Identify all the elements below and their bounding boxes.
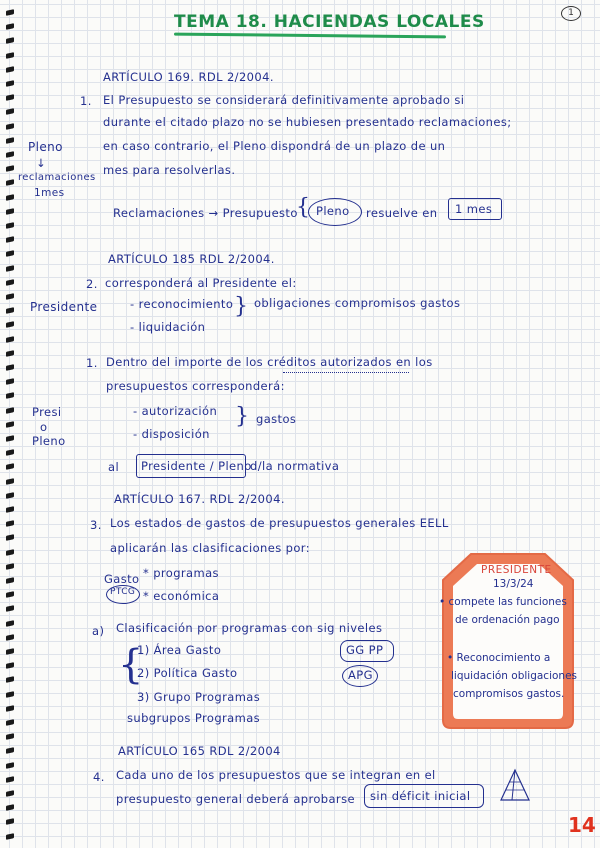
- creditos-underline: [283, 368, 409, 373]
- binding-hole: [6, 464, 14, 471]
- binding-hole: [6, 251, 14, 258]
- binding-hole: [6, 563, 14, 570]
- art185-brace-text: obligaciones compromisos gastos: [254, 296, 461, 310]
- art167-item-1: * programas: [143, 566, 219, 580]
- art169-line-1: El Presupuesto se considerará definitivamente aprobado si: [103, 93, 465, 107]
- binding-hole: [6, 776, 14, 783]
- binding-hole: [6, 208, 14, 215]
- art167-line-2: aplicarán las clasificaciones por:: [110, 541, 310, 555]
- binding-hole: [6, 478, 14, 485]
- binding-hole: [6, 293, 14, 300]
- binding-hole: [6, 648, 14, 655]
- binding-hole: [6, 762, 14, 769]
- art165-heading: ARTÍCULO 165 RDL 2/2004: [118, 744, 281, 758]
- binding-hole: [6, 94, 14, 101]
- binding-hole: [6, 719, 14, 726]
- level-1: 1) Área Gasto: [137, 643, 222, 657]
- sticky-note: [433, 548, 583, 732]
- art167-num: 3.: [90, 518, 102, 532]
- art185-heading: ARTÍCULO 185 RDL 2/2004.: [108, 252, 275, 266]
- diagram-brace: {: [296, 195, 310, 220]
- art167-ptcg: PTCG: [110, 587, 136, 597]
- margin-reclamaciones: reclamaciones: [18, 172, 96, 183]
- binding-hole: [6, 38, 14, 45]
- margin-pleno: Pleno: [28, 140, 63, 154]
- apg: APG: [348, 668, 373, 682]
- art185b-item-2: - disposición: [133, 427, 210, 441]
- margin-o: o: [40, 420, 48, 434]
- binding-hole: [6, 677, 14, 684]
- margin-pleno-2: Pleno: [32, 434, 66, 448]
- page-number: 14: [568, 813, 596, 837]
- binding-hole: [6, 80, 14, 87]
- art169-num: 1.: [80, 94, 92, 108]
- art185-item-2: - liquidación: [130, 320, 206, 334]
- gg-pp: GG PP: [346, 643, 384, 657]
- note-line-1: • compete las funciones: [439, 596, 567, 608]
- binding-hole: [6, 222, 14, 229]
- binding-hole: [6, 790, 14, 797]
- binding-hole: [6, 165, 14, 172]
- binding-hole: [6, 151, 14, 158]
- diagram-mid: resuelve en: [366, 206, 438, 220]
- art185b-num: 1.: [86, 356, 98, 370]
- binding-hole: [6, 137, 14, 144]
- art185b-brace-text: gastos: [256, 412, 297, 426]
- art185-brace: }: [234, 294, 248, 319]
- binding-hole: [6, 449, 14, 456]
- spiral-binding: [0, 0, 22, 848]
- art185-item-1: - reconocimiento: [130, 297, 234, 311]
- margin-presidente: Presidente: [30, 300, 98, 314]
- binding-hole: [6, 350, 14, 357]
- art165-line-2: presupuesto general deberá aprobarse: [116, 792, 355, 806]
- binding-hole: [6, 307, 14, 314]
- art167-gasto: Gasto: [104, 572, 140, 586]
- binding-hole: [6, 435, 14, 442]
- binding-hole: [6, 194, 14, 201]
- binding-hole: [6, 66, 14, 73]
- pyramid-doodle: [498, 768, 532, 804]
- art185-num: 2.: [86, 277, 98, 291]
- margin-presi: Presi: [32, 405, 62, 419]
- binding-hole: [6, 279, 14, 286]
- art185b-line-2: presupuestos corresponderá:: [106, 379, 285, 393]
- binding-hole: [6, 407, 14, 414]
- binding-hole: [6, 535, 14, 542]
- art169-line-3: en caso contrario, el Pleno dispondrá de un plazo de un: [103, 139, 446, 153]
- binding-hole: [6, 109, 14, 116]
- art169-heading: ARTÍCULO 169. RDL 2/2004.: [103, 70, 274, 84]
- binding-hole: [6, 265, 14, 272]
- binding-hole: [6, 662, 14, 669]
- binding-hole: [6, 804, 14, 811]
- note-line-5: compromisos gastos.: [453, 688, 565, 700]
- binding-hole: [6, 833, 14, 840]
- note-title: PRESIDENTE: [481, 564, 552, 576]
- note-line-2: de ordenación pago: [455, 614, 560, 626]
- note-date: 13/3/24: [493, 578, 534, 590]
- levels-brace: {: [118, 642, 144, 688]
- level-3: 3) Grupo Programas: [137, 690, 261, 704]
- binding-hole: [6, 364, 14, 371]
- binding-hole: [6, 691, 14, 698]
- binding-hole: [6, 549, 14, 556]
- art169-line-4: mes para resolverlas.: [103, 163, 236, 177]
- art169-diagram-left: Reclamaciones → Presupuesto: [113, 206, 298, 220]
- binding-hole: [6, 123, 14, 130]
- binding-hole: [6, 620, 14, 627]
- binding-hole: [6, 506, 14, 513]
- diagram-box-text: 1 mes: [455, 202, 493, 216]
- binding-hole: [6, 9, 14, 16]
- note-line-3: • Reconocimiento a: [447, 652, 551, 664]
- art185b-al: al: [108, 460, 120, 474]
- art167-line-1: Los estados de gastos de presupuestos generales EELL: [110, 516, 449, 530]
- binding-hole: [6, 236, 14, 243]
- diagram-pleno: Pleno: [316, 204, 350, 218]
- binding-hole: [6, 378, 14, 385]
- page-title: TEMA 18. HACIENDAS LOCALES: [174, 12, 485, 32]
- margin-one-month: 1mes: [34, 187, 65, 199]
- subgroup: subgrupos Programas: [127, 711, 261, 725]
- title-underline: [174, 33, 446, 39]
- art185b-line-1: Dentro del importe de los créditos autorizados en los: [106, 355, 433, 369]
- art185-line-1: corresponderá al Presidente el:: [105, 276, 297, 290]
- note-line-4: liquidación obligaciones: [451, 670, 577, 682]
- binding-hole: [6, 180, 14, 187]
- art165-box-text: sin déficit inicial: [370, 789, 471, 803]
- binding-hole: [6, 23, 14, 30]
- margin-arrow: ↓: [36, 156, 47, 170]
- binding-hole: [6, 819, 14, 826]
- binding-hole: [6, 748, 14, 755]
- binding-hole: [6, 634, 14, 641]
- binding-hole: [6, 52, 14, 59]
- binding-hole: [6, 577, 14, 584]
- binding-hole: [6, 606, 14, 613]
- art165-num: 4.: [93, 770, 105, 784]
- binding-hole: [6, 591, 14, 598]
- binding-hole: [6, 322, 14, 329]
- art169-line-2: durante el citado plazo no se hubiesen presentado reclamaciones;: [103, 115, 512, 129]
- art185b-box-text: Presidente / Pleno: [141, 459, 252, 473]
- art185b-rest: d/la normativa: [250, 459, 340, 473]
- binding-hole: [6, 733, 14, 740]
- art167-heading: ARTÍCULO 167. RDL 2/2004.: [114, 492, 285, 506]
- art185b-item-1: - autorización: [133, 404, 218, 418]
- level-2: 2) Política Gasto: [137, 666, 238, 680]
- page-circle-number: 1: [561, 6, 581, 21]
- art167-a-label: a): [92, 624, 105, 638]
- binding-hole: [6, 520, 14, 527]
- art167-item-2: * económica: [143, 589, 220, 603]
- art185b-brace: }: [235, 404, 249, 429]
- binding-hole: [6, 705, 14, 712]
- binding-hole: [6, 336, 14, 343]
- art165-line-1: Cada uno de los presupuestos que se integran en el: [116, 768, 436, 782]
- art167-a-text: Clasificación por programas con sig niveles: [116, 621, 383, 635]
- binding-hole: [6, 492, 14, 499]
- binding-hole: [6, 393, 14, 400]
- binding-hole: [6, 421, 14, 428]
